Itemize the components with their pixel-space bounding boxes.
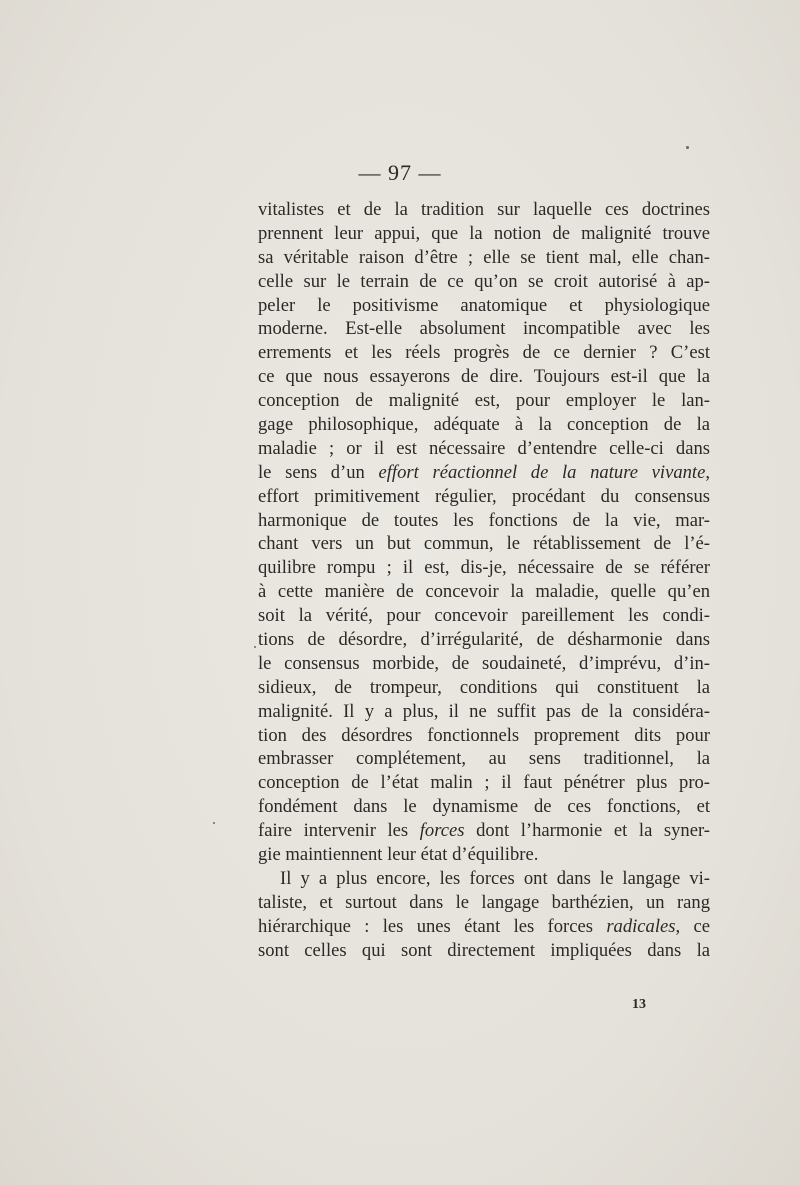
text-run: le sens d’un [258,461,379,483]
signature-mark: 13 [632,997,646,1012]
text-line: chant vers un but commun, le rétablissement de l’é- [258,533,710,555]
text-line: vitalistes et de la tradition sur laquelle ces doctrines [258,199,710,220]
italic-run: radicales [606,915,676,937]
italic-run: forces [419,820,465,842]
text-line: maladie ; or il est nécessaire d’entendre celle-ci dans [258,437,710,459]
paper-speck [213,822,215,824]
text-run: , ce [675,915,710,937]
text-line: tion des désordres fonctionnels proprement dits pour [258,724,710,746]
text-line: malignité. Il y a plus, il ne suffit pas de la considéra- [258,700,710,722]
italic-run: effort réactionnel de la nature vivante [378,461,706,483]
text-run: faire intervenir les [258,820,420,842]
text-line: fondément dans le dynamisme de ces fonctions, et [258,796,710,818]
text-line: embrasser complétement, au sens traditionnel, la [258,748,710,770]
text-line: conception de malignité est, pour employer le lan- [258,390,710,412]
text-line: sont celles qui sont directement impliquées dans la [258,939,710,961]
text-line: effort primitivement régulier, procédant du consensus [258,485,710,507]
text-line [258,915,710,939]
text-line: quilibre rompu ; il est, dis-je, nécessaire de se référer [258,557,710,579]
text-line: gage philosophique, adéquate à la conception de la [258,414,710,436]
text-line: errements et les réels progrès de ce dernier ? C’est [258,342,710,364]
text-line: conception de l’état malin ; il faut pénétrer plus pro- [258,772,710,794]
paper-speck [254,646,256,648]
text-line [258,819,710,843]
text-line: gie maintiennent leur état d’équilibre. [258,844,539,866]
text-line: soit la vérité, pour concevoir pareillement les condi- [258,605,710,627]
text-line: celle sur le terrain de ce qu’on se croit autorisé à ap- [258,270,710,292]
text-run: , [705,461,710,483]
text-line: moderne. Est-elle absolument incompatible avec les [258,318,710,340]
text-line: à cette manière de concevoir la maladie, quelle qu’en [258,581,710,603]
text-line: sa véritable raison d’être ; elle se tient mal, elle chan- [258,246,710,268]
text-line: Il y a plus encore, les forces ont dans le langage vi- [280,867,710,889]
text-line: peler le positivisme anatomique et physiologique [258,294,710,316]
text-line: harmonique de toutes les fonctions de la vie, mar- [258,509,710,531]
text-line: taliste, et surtout dans le langage barthézien, un rang [258,891,710,913]
text-line [258,461,710,485]
body-text [258,198,710,963]
text-line: tions de désordre, d’irrégularité, de désharmonie dans [258,629,710,651]
text-run: hiérarchique : les unes étant les forces [258,915,607,937]
page-number: — 97 — [358,160,442,185]
text-line: le consensus morbide, de soudaineté, d’imprévu, d’in- [258,652,710,674]
text-line: sidieux, de trompeur, conditions qui constituent la [258,676,710,698]
paper-speck [686,146,689,149]
text-line: ce que nous essayerons de dire. Toujours est-il que la [258,366,710,388]
text-line: prennent leur appui, que la notion de malignité trouve [258,222,710,244]
text-run: dont l’harmonie et la syner- [464,820,710,842]
